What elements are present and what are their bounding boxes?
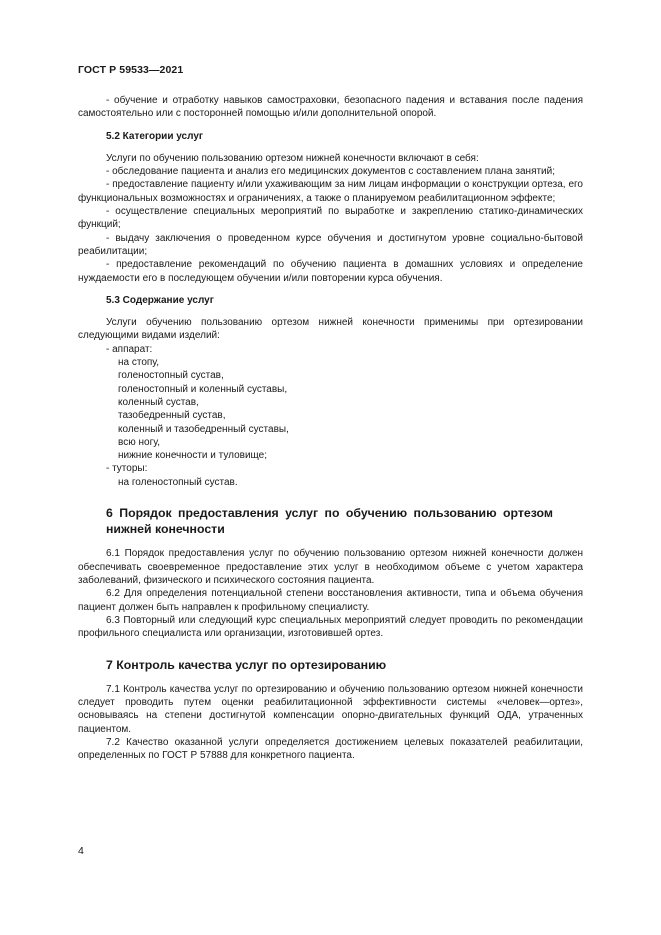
paragraph-7-1: 7.1 Контроль качества услуг по ортезированию и обучению пользованию ортезом нижней конечности следует проводить путем оценки реабилитационной эффективности системы «человек—ортез», основываясь на степени достигнутой компенсации опорно-двигательных функций ОДА, утраченных пациентом. (78, 683, 583, 735)
list-item: - предоставление рекомендаций по обучению пациента в домашних условиях и определение нуждаемости его в последующем обучении и/или повторении курса обучения. (78, 259, 583, 284)
list-item: коленный сустав, (118, 396, 199, 408)
document-code: ГОСТ Р 59533—2021 (78, 64, 184, 76)
subsection-intro-5-3: Услуги обучению пользованию ортезом нижней конечности применимы при ортезировании следующими видами изделий: (78, 317, 583, 342)
continued-list-item: - обучение и отработку навыков самостраховки, безопасного падения и вставания после падения самостоятельно или с посторонней помощью и/или дополнительной опорой. (78, 95, 583, 120)
document-body (78, 94, 583, 762)
subsection-title-5-3: 5.3 Содержание услуг (106, 294, 214, 306)
list-item: - выдачу заключения о проведенном курсе обучения и достигнутом уровне социально-бытовой реабилитации; (78, 232, 583, 257)
list-item: - предоставление пациенту и/или ухаживающим за ним лицам информации о конструкции ортеза, его функциональных возможностях и ограничениях, а также о планируемом реабилитационном эффекте; (78, 179, 583, 204)
list-item: нижние конечности и туловище; (118, 450, 267, 462)
list-label-tutors: - туторы: (106, 463, 148, 475)
list-item: на стопу, (118, 357, 160, 369)
section-title-7: 7 Контроль качества услуг по ортезированию (106, 657, 387, 672)
subsection-intro-5-2: Услуги по обучению пользованию ортезом нижней конечности включают в себя: (106, 152, 479, 164)
list-item: коленный и тазобедренный суставы, (118, 423, 289, 435)
list-label-apparatus: - аппарат: (106, 343, 153, 355)
paragraph-7-2: 7.2 Качество оказанной услуги определяется достижением целевых показателей реабилитации, определенных по ГОСТ Р 57888 для конкретного пациента. (78, 736, 583, 762)
subsection-title-5-2: 5.2 Категории услуг (106, 130, 204, 142)
list-item: - обследование пациента и анализ его медицинских документов с составлением плана занятий; (106, 166, 556, 178)
list-item: голеностопный сустав, (118, 370, 224, 382)
list-item: на голеностопный сустав. (118, 476, 238, 488)
list-item: всю ногу, (118, 436, 160, 448)
paragraph-6-1: 6.1 Порядок предоставления услуг по обучению пользованию ортезом нижней конечности должен обеспечивать своевременное предоставление этих услуг в необходимом объеме с учетом характера заболеваний, физического и психического состояния пациента. (78, 548, 583, 587)
page-number: 4 (78, 845, 84, 857)
list-item: голеностопный и коленный суставы, (118, 383, 288, 395)
paragraph-6-3: 6.3 Повторный или следующий курс специальных мероприятий следует проводить по рекомендации профильного специалиста или организации, изготовившей ортез. (78, 614, 583, 640)
paragraph-6-2: 6.2 Для определения потенциальной степени восстановления активности, типа и объема обучения пациент должен быть направлен к профильному специалисту. (78, 588, 583, 613)
section-title-6: 6 Порядок предоставления услуг по обучению пользованию ортезом нижней конечности (106, 506, 553, 537)
list-item: - осуществление специальных мероприятий по выработке и закреплению статико-динамических функций; (78, 206, 583, 231)
list-item: тазобедренный сустав, (118, 410, 226, 422)
